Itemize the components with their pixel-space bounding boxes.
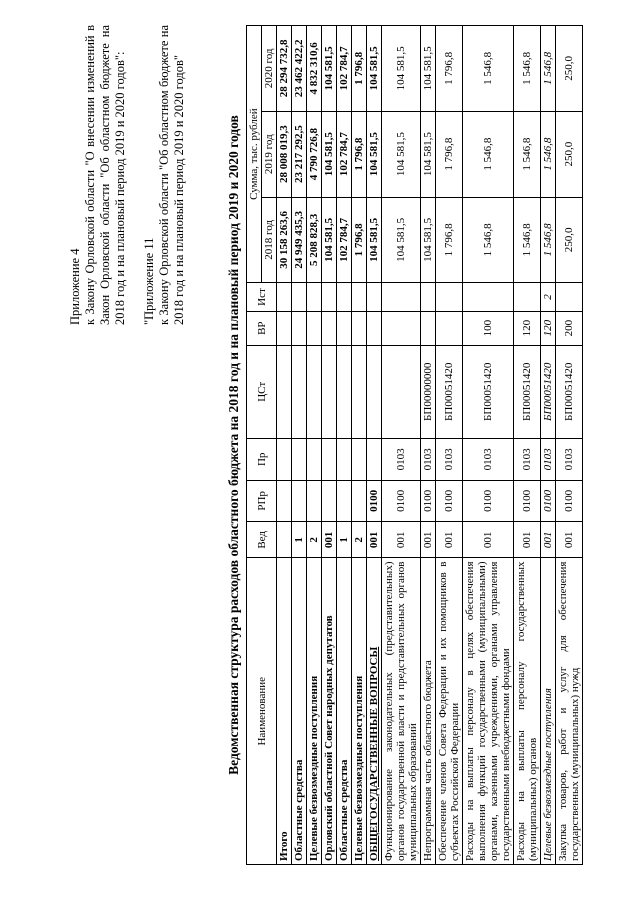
cell-name: Непрограммная часть областного бюджета bbox=[421, 558, 436, 865]
cell-pr: 0103 bbox=[556, 439, 583, 481]
cell-rpr: 0100 bbox=[421, 480, 436, 522]
cell-sum-2018: 30 158 263,6 bbox=[277, 197, 292, 283]
header-sum: Сумма, тыс. рублей bbox=[247, 26, 262, 283]
cell-sum-2019: 102 784,7 bbox=[337, 111, 352, 197]
cell-sum-2020: 104 581,5 bbox=[322, 26, 337, 112]
table-row bbox=[436, 26, 463, 865]
cell-name: Итого bbox=[277, 558, 292, 865]
cell-name: Областные средства bbox=[337, 558, 352, 865]
header-year-2018: 2018 год bbox=[262, 197, 277, 283]
cell-rpr bbox=[292, 480, 307, 522]
cell-cst: БП00051420 bbox=[436, 345, 463, 439]
cell-vr bbox=[421, 311, 436, 345]
cell-ist bbox=[367, 283, 382, 312]
cell-ist bbox=[292, 283, 307, 312]
cell-sum-2018: 1 546,8 bbox=[463, 197, 514, 283]
cell-ved: 1 bbox=[337, 522, 352, 558]
header-vr: ВР bbox=[247, 311, 277, 345]
cell-pr bbox=[352, 439, 367, 481]
cell-rpr bbox=[352, 480, 367, 522]
cell-ved: 001 bbox=[463, 522, 514, 558]
cell-cst bbox=[367, 345, 382, 439]
table-row bbox=[514, 26, 541, 865]
cell-sum-2018: 1 546,8 bbox=[541, 197, 556, 283]
cell-vr: 200 bbox=[556, 311, 583, 345]
cell-vr bbox=[352, 311, 367, 345]
header-name: Наименование bbox=[247, 558, 277, 865]
cell-sum-2020: 104 581,5 bbox=[421, 26, 436, 112]
cell-sum-2019: 104 581,5 bbox=[367, 111, 382, 197]
cell-sum-2020: 1 546,8 bbox=[541, 26, 556, 112]
cell-sum-2019: 1 796,8 bbox=[352, 111, 367, 197]
cell-ved: 001 bbox=[514, 522, 541, 558]
cell-cst: БП00051420 bbox=[556, 345, 583, 439]
cell-sum-2018: 1 796,8 bbox=[436, 197, 463, 283]
cell-name: Обеспечение членов Совета Федерации и их помощников в субъектах Российской Федерации bbox=[436, 558, 463, 865]
cell-ved: 001 bbox=[367, 522, 382, 558]
cell-ved: 2 bbox=[307, 522, 322, 558]
cell-pr bbox=[322, 439, 337, 481]
cell-cst bbox=[382, 345, 421, 439]
cell-cst: БП00051420 bbox=[514, 345, 541, 439]
cell-ved: 001 bbox=[436, 522, 463, 558]
cell-sum-2020: 250,0 bbox=[556, 26, 583, 112]
cell-name: ОБЩЕГОСУДАРСТВЕННЫЕ ВОПРОСЫ bbox=[367, 558, 382, 865]
header-ist: Ист bbox=[247, 283, 277, 312]
cell-ist bbox=[352, 283, 367, 312]
cell-name: Расходы на выплаты персоналу в целях обеспечения выполнения функций государственными (муниципальными) органами, казенными учреждениями, органами управления государственными внебюджетными фондами bbox=[463, 558, 514, 865]
cell-sum-2019: 1 796,8 bbox=[436, 111, 463, 197]
cell-sum-2019: 1 546,8 bbox=[541, 111, 556, 197]
cell-ved: 001 bbox=[421, 522, 436, 558]
cell-pr bbox=[292, 439, 307, 481]
table-row bbox=[292, 26, 307, 865]
header-year-2019: 2019 год bbox=[262, 111, 277, 197]
header-ved: Вед bbox=[247, 522, 277, 558]
cell-sum-2018: 24 949 435,3 bbox=[292, 197, 307, 283]
cell-ved: 001 bbox=[382, 522, 421, 558]
appendix-header bbox=[68, 25, 187, 325]
header-pr: Пр bbox=[247, 439, 277, 481]
cell-sum-2019: 104 581,5 bbox=[382, 111, 421, 197]
cell-sum-2020: 23 462 422,2 bbox=[292, 26, 307, 112]
cell-ved bbox=[277, 522, 292, 558]
cell-vr bbox=[436, 311, 463, 345]
table-row bbox=[307, 26, 322, 865]
cell-cst bbox=[277, 345, 292, 439]
cell-name: Областные средства bbox=[292, 558, 307, 865]
cell-pr: 0103 bbox=[463, 439, 514, 481]
cell-pr: 0103 bbox=[436, 439, 463, 481]
cell-ved: 001 bbox=[322, 522, 337, 558]
cell-rpr bbox=[277, 480, 292, 522]
cell-vr bbox=[382, 311, 421, 345]
cell-rpr: 0100 bbox=[541, 480, 556, 522]
cell-ist bbox=[421, 283, 436, 312]
cell-sum-2018: 5 208 828,3 bbox=[307, 197, 322, 283]
cell-sum-2019: 4 790 726,8 bbox=[307, 111, 322, 197]
cell-sum-2019: 1 546,8 bbox=[463, 111, 514, 197]
cell-ved: 2 bbox=[352, 522, 367, 558]
table-header bbox=[247, 26, 277, 865]
cell-rpr bbox=[322, 480, 337, 522]
cell-rpr: 0100 bbox=[463, 480, 514, 522]
cell-sum-2020: 102 784,7 bbox=[337, 26, 352, 112]
cell-pr bbox=[367, 439, 382, 481]
cell-sum-2018: 104 581,5 bbox=[322, 197, 337, 283]
cell-sum-2020: 1 546,8 bbox=[463, 26, 514, 112]
cell-sum-2018: 250,0 bbox=[556, 197, 583, 283]
cell-pr: 0103 bbox=[421, 439, 436, 481]
table-row bbox=[556, 26, 583, 865]
cell-vr bbox=[292, 311, 307, 345]
cell-sum-2019: 104 581,5 bbox=[421, 111, 436, 197]
document-title: Ведомственная структура расходов областного бюджета на 2018 год и на плановый период 2019 и 2020 годов bbox=[226, 115, 241, 775]
cell-cst bbox=[322, 345, 337, 439]
cell-name: Целевые безвозмездные поступления bbox=[307, 558, 322, 865]
cell-name: Целевые безвозмездные поступления bbox=[352, 558, 367, 865]
cell-rpr: 0100 bbox=[514, 480, 541, 522]
cell-sum-2018: 1 796,8 bbox=[352, 197, 367, 283]
cell-ist bbox=[307, 283, 322, 312]
cell-sum-2020: 104 581,5 bbox=[382, 26, 421, 112]
cell-rpr bbox=[337, 480, 352, 522]
header-year-2020: 2020 год bbox=[262, 26, 277, 112]
table-row bbox=[367, 26, 382, 865]
cell-pr: 0103 bbox=[382, 439, 421, 481]
cell-name: Функционирование законодательных (представительных) органов государственной власти и представительных органов муниципальных образований bbox=[382, 558, 421, 865]
cell-sum-2019: 104 581,5 bbox=[322, 111, 337, 197]
cell-cst: БП00051420 bbox=[541, 345, 556, 439]
cell-rpr: 0100 bbox=[367, 480, 382, 522]
cell-pr bbox=[277, 439, 292, 481]
cell-sum-2020: 28 294 732,8 bbox=[277, 26, 292, 112]
cell-vr: 100 bbox=[463, 311, 514, 345]
cell-vr bbox=[337, 311, 352, 345]
previous-law-reference: к Закону Орловской области "Об областном бюджете на 2018 год и на плановый период 2019 и 2020 годов" bbox=[157, 25, 186, 325]
budget-table bbox=[246, 25, 583, 865]
cell-ved: 001 bbox=[556, 522, 583, 558]
law-reference: к Закону Орловской области "О внесении изменений в Закон Орловской области "Об областном бюджете на 2018 год и на плановый период 2019 и 2020 годов": bbox=[83, 25, 127, 325]
cell-ist bbox=[382, 283, 421, 312]
cell-rpr: 0100 bbox=[556, 480, 583, 522]
cell-sum-2019: 23 217 292,5 bbox=[292, 111, 307, 197]
table-body bbox=[277, 26, 583, 865]
cell-sum-2019: 1 546,8 bbox=[514, 111, 541, 197]
appendix-number: Приложение 4 bbox=[68, 248, 82, 325]
cell-sum-2018: 104 581,5 bbox=[367, 197, 382, 283]
cell-name: Расходы на выплаты персоналу государственных (муниципальных) органов bbox=[514, 558, 541, 865]
table-row bbox=[382, 26, 421, 865]
cell-sum-2018: 104 581,5 bbox=[382, 197, 421, 283]
cell-sum-2018: 1 546,8 bbox=[514, 197, 541, 283]
cell-cst: БП00051420 bbox=[463, 345, 514, 439]
table-row bbox=[322, 26, 337, 865]
cell-ved: 001 bbox=[541, 522, 556, 558]
cell-sum-2020: 4 832 310,6 bbox=[307, 26, 322, 112]
table-row bbox=[337, 26, 352, 865]
cell-ved: 1 bbox=[292, 522, 307, 558]
cell-pr: 0103 bbox=[541, 439, 556, 481]
cell-sum-2020: 1 546,8 bbox=[514, 26, 541, 112]
cell-cst bbox=[337, 345, 352, 439]
cell-ist bbox=[337, 283, 352, 312]
cell-ist bbox=[322, 283, 337, 312]
table-row bbox=[463, 26, 514, 865]
cell-pr bbox=[337, 439, 352, 481]
cell-ist bbox=[436, 283, 463, 312]
cell-vr bbox=[277, 311, 292, 345]
cell-name: Целевые безвозмездные поступления bbox=[541, 558, 556, 865]
cell-rpr: 0100 bbox=[382, 480, 421, 522]
cell-name: Орловский областной Совет народных депутатов bbox=[322, 558, 337, 865]
cell-cst: БП00000000 bbox=[421, 345, 436, 439]
cell-pr bbox=[307, 439, 322, 481]
cell-sum-2019: 28 008 019,3 bbox=[277, 111, 292, 197]
cell-sum-2018: 102 784,7 bbox=[337, 197, 352, 283]
cell-ist bbox=[514, 283, 541, 312]
cell-rpr bbox=[307, 480, 322, 522]
cell-rpr: 0100 bbox=[436, 480, 463, 522]
cell-sum-2018: 104 581,5 bbox=[421, 197, 436, 283]
cell-vr: 120 bbox=[541, 311, 556, 345]
header-rpr: РПр bbox=[247, 480, 277, 522]
cell-name: Закупка товаров, работ и услуг для обеспечения государственных (муниципальных) нужд bbox=[556, 558, 583, 865]
cell-ist bbox=[556, 283, 583, 312]
cell-vr bbox=[367, 311, 382, 345]
cell-ist bbox=[463, 283, 514, 312]
table-row bbox=[541, 26, 556, 865]
table-row bbox=[421, 26, 436, 865]
cell-sum-2020: 1 796,8 bbox=[436, 26, 463, 112]
table-row bbox=[352, 26, 367, 865]
cell-cst bbox=[292, 345, 307, 439]
cell-sum-2020: 1 796,8 bbox=[352, 26, 367, 112]
cell-sum-2019: 250,0 bbox=[556, 111, 583, 197]
header-cst: ЦСт bbox=[247, 345, 277, 439]
table-row bbox=[277, 26, 292, 865]
cell-cst bbox=[307, 345, 322, 439]
cell-vr: 120 bbox=[514, 311, 541, 345]
cell-ist bbox=[277, 283, 292, 312]
cell-sum-2020: 104 581,5 bbox=[367, 26, 382, 112]
previous-appendix-number: "Приложение 11 bbox=[142, 237, 156, 325]
cell-ist: 2 bbox=[541, 283, 556, 312]
cell-pr: 0103 bbox=[514, 439, 541, 481]
cell-vr bbox=[307, 311, 322, 345]
cell-vr bbox=[322, 311, 337, 345]
cell-cst bbox=[352, 345, 367, 439]
